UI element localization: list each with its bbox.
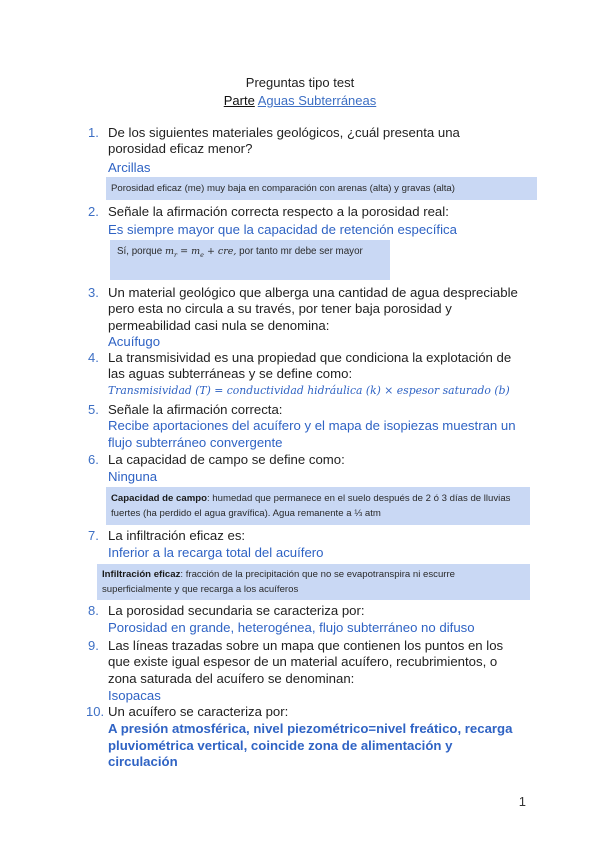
question-text: La capacidad de campo se define como: xyxy=(108,452,345,467)
question-text: De los siguientes materiales geológicos, ¿cuál presenta una porosidad eficaz menor? xyxy=(108,125,460,157)
question-number: 3. xyxy=(88,285,99,300)
page-number: 1 xyxy=(518,794,526,809)
note-1 xyxy=(106,177,537,200)
answer: Porosidad en grande, heterogénea, flujo subterráneo no difuso xyxy=(108,620,475,636)
question-number: 7. xyxy=(88,528,99,543)
question-text: La porosidad secundaria se caracteriza por: xyxy=(108,603,365,618)
parte-label: Parte xyxy=(223,93,255,108)
note-text-post: por tanto mr debe ser mayor xyxy=(236,246,363,257)
question-text: Señale la afirmación correcta: xyxy=(108,402,283,417)
question-10 xyxy=(86,704,518,770)
answer: Isopacas xyxy=(108,687,161,703)
answer: Arcillas xyxy=(108,159,151,175)
note-text: : humedad que permanece en el suelo después de 2 ó 3 días de lluvias fuertes (ha perdido el agua gravífica). Agua remanente a ⅓ atm xyxy=(111,493,511,519)
question-5 xyxy=(88,402,518,451)
question-7 xyxy=(88,528,518,562)
answer: Recibe aportaciones del acuífero y el mapa de isopiezas muestran un flujo subterráneo convergente xyxy=(108,418,516,450)
question-9 xyxy=(88,638,518,704)
question-6 xyxy=(88,452,518,486)
subject-link[interactable]: Aguas Subterráneas xyxy=(257,93,377,108)
note-text: Porosidad eficaz (me) muy baja en comparación con arenas (alta) y gravas (alta) xyxy=(111,183,455,194)
note-7 xyxy=(97,564,530,600)
question-number: 8. xyxy=(88,603,99,618)
question-number: 1. xyxy=(88,125,99,140)
document-title: Preguntas tipo test xyxy=(245,75,355,90)
question-number: 9. xyxy=(88,638,99,653)
question-number: 10. xyxy=(86,704,105,719)
question-text: La transmisividad es una propiedad que condiciona la explotación de las aguas subterráneas y se define como: xyxy=(108,350,512,382)
question-3 xyxy=(88,285,518,350)
note-2 xyxy=(110,240,390,280)
question-text: Un acuífero se caracteriza por: xyxy=(108,704,289,719)
question-number: 5. xyxy=(88,402,99,417)
note-6 xyxy=(106,487,530,525)
question-2 xyxy=(88,204,518,239)
question-4 xyxy=(88,350,518,399)
note-term: Infiltración eficaz xyxy=(102,569,181,580)
question-number: 4. xyxy=(88,350,99,365)
question-text: Un material geológico que alberga una cantidad de agua despreciable pero esta no circula a su través, por tener baja porosidad y permeabilidad casi nula se denomina: xyxy=(108,285,518,333)
note-text-pre: Sí, porque xyxy=(117,246,165,257)
answer: A presión atmosférica, nivel piezométrico=nivel freático, recarga pluviométrica vertical, coincide zona de alimentación y circulación xyxy=(108,721,513,769)
note-formula: $m_r = m_e$ + cre, xyxy=(164,246,237,259)
answer-formula: Transmisividad (T) = conductividad hidráulica (k) × espesor saturado (b) xyxy=(108,383,510,397)
question-text: Señale la afirmación correcta respecto a la porosidad real: xyxy=(108,204,449,219)
question-number: 6. xyxy=(88,452,99,467)
note-text: : fracción de la precipitación que no se evapotranspira ni escurre superficialmente y que recarga a los acuíferos xyxy=(102,569,456,595)
answer: Ninguna xyxy=(108,469,158,485)
answer: Acuífugo xyxy=(108,333,161,349)
document-subtitle xyxy=(0,92,600,110)
answer: Es siempre mayor que la capacidad de retención específica xyxy=(108,222,457,238)
question-8 xyxy=(88,603,518,637)
answer: Inferior a la recarga total del acuífero xyxy=(108,545,324,561)
note-term: Capacidad de campo xyxy=(111,493,207,504)
question-text: Las líneas trazadas sobre un mapa que contienen los puntos en los que existe igual espesor de un material acuífero, recubrimientos, o zona saturada del acuífero se denominan: xyxy=(108,638,504,686)
question-number: 2. xyxy=(88,204,99,219)
question-1 xyxy=(88,125,518,176)
question-text: La infiltración eficaz es: xyxy=(108,528,246,543)
page-header xyxy=(0,74,600,110)
